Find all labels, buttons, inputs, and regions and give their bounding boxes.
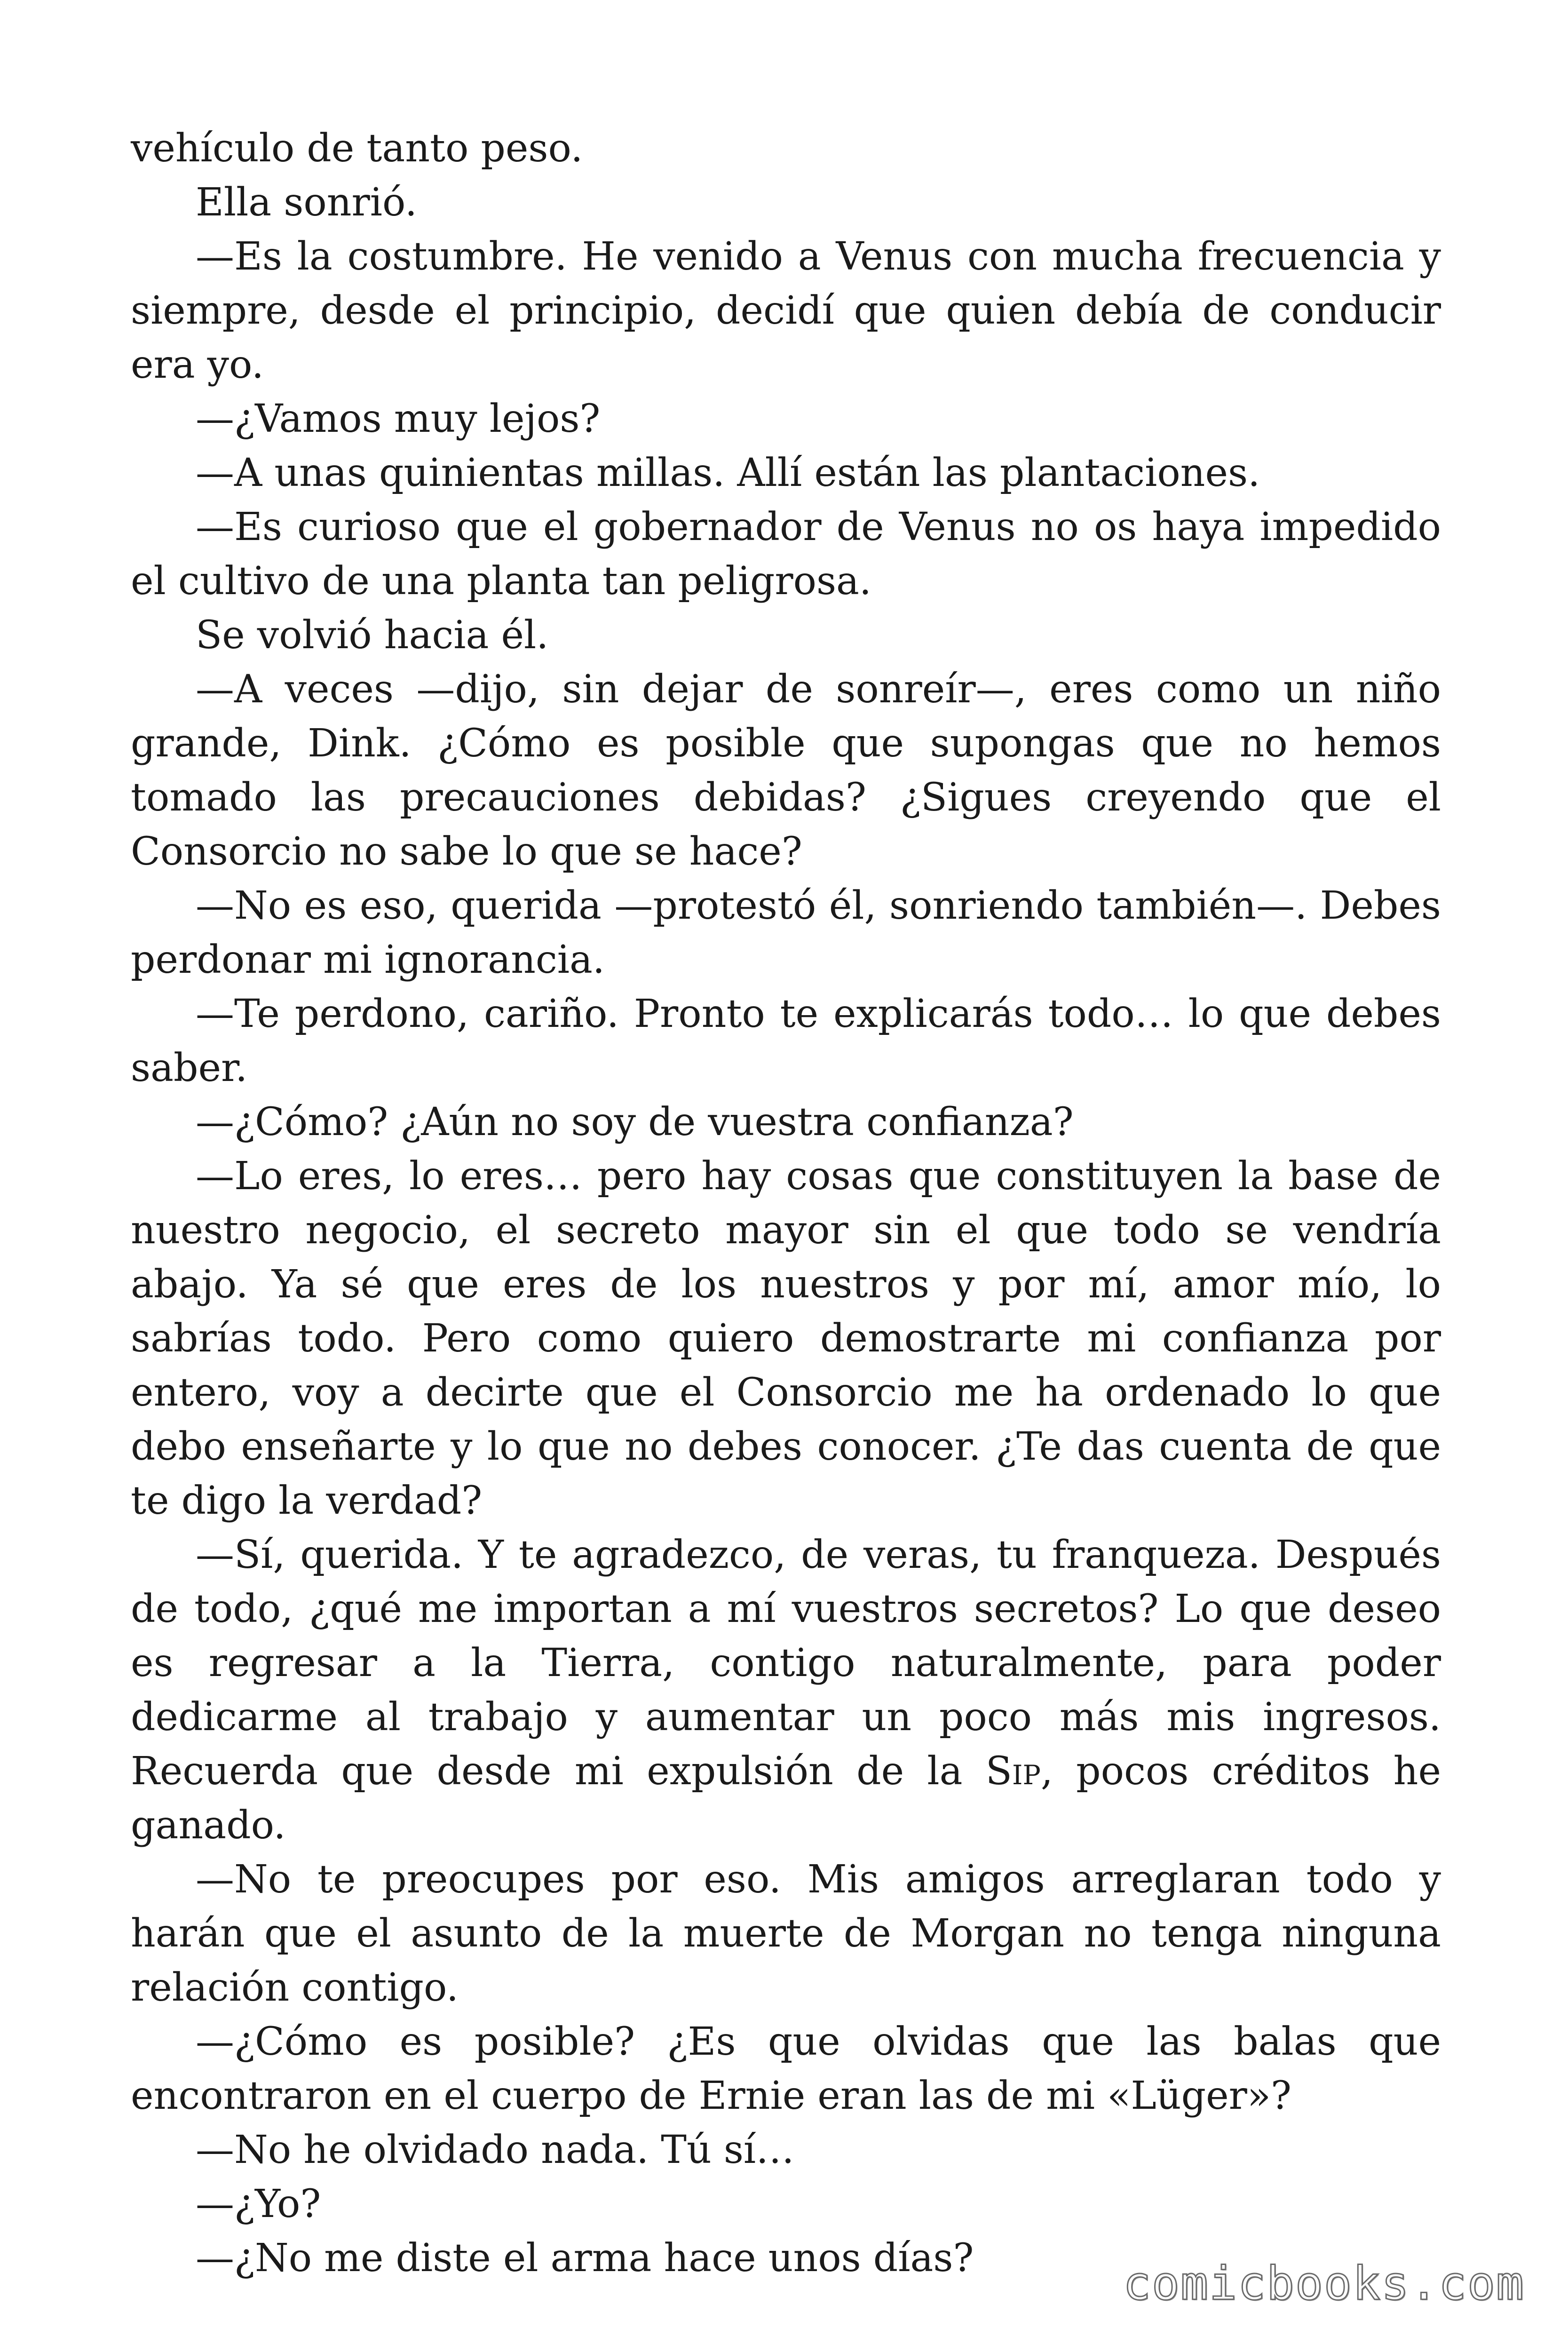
watermark: comicbooks.com (1123, 2257, 1525, 2311)
sip-small-caps: Sip (985, 1749, 1041, 1794)
text-run: —Sí, querida. Y te agradezco, de veras, tu franqueza. Después de todo, ¿qué me importan a mí vuestros secretos? Lo que deseo es regresar a la Tierra, contigo naturalmente, para poder dedicarme al trabajo y aumentar un poco más mis ingresos. Recuerda que desde mi expulsión de la (131, 1533, 1441, 1794)
paragraph: —¿Cómo? ¿Aún no soy de vuestra confianza? (196, 1100, 1074, 1144)
paragraph: —¿Yo? (196, 2182, 321, 2226)
paragraph: —A veces —dijo, sin dejar de sonreír—, eres como un niño grande, Dink. ¿Cómo es posible que supongas que no hemos tomado las precauciones debidas? ¿Sigues creyendo que el Consorcio no sabe lo que se hace? (131, 667, 1441, 874)
paragraph: Ella sonrió. (196, 180, 417, 225)
paragraph: —Es la costumbre. He venido a Venus con mucha frecuencia y siempre, desde el principio, decidí que quien debía de conducir era yo. (131, 234, 1441, 387)
page-body (131, 121, 1441, 2285)
paragraph: —Es curioso que el gobernador de Venus no os haya impedido el cultivo de una planta tan peligrosa. (131, 505, 1441, 604)
paragraph: —¿Vamos muy lejos? (196, 397, 601, 441)
paragraph: Se volvió hacia él. (196, 613, 549, 658)
paragraph: —¿Cómo es posible? ¿Es que olvidas que las balas que encontraron en el cuerpo de Ernie eran las de mi «Lüger»? (131, 2019, 1441, 2118)
paragraph: —No es eso, querida —protestó él, sonriendo también—. Debes perdonar mi ignorancia. (131, 883, 1441, 982)
paragraph: —A unas quinientas millas. Allí están las plantaciones. (196, 451, 1260, 495)
paragraph: —Te perdono, cariño. Pronto te explicarás todo… lo que debes saber. (131, 992, 1441, 1090)
paragraph: —No te preocupes por eso. Mis amigos arreglaran todo y harán que el asunto de la muerte de Morgan no tenga ninguna relación contigo. (131, 1857, 1441, 2010)
paragraph (131, 1528, 1441, 1852)
paragraph: —Lo eres, lo eres… pero hay cosas que constituyen la base de nuestro negocio, el secreto mayor sin el que todo se vendría abajo. Ya sé que eres de los nuestros y por mí, amor mío, lo sabrías todo. Pero como quiero demostrarte mi confianza por entero, voy a decirte que el Consorcio me ha ordenado lo que debo enseñarte y lo que no debes conocer. ¿Te das cuenta de que te digo la verdad? (131, 1154, 1441, 1523)
text-run: , pocos créditos he ganado. (131, 1749, 1441, 1848)
paragraph: vehículo de tanto peso. (131, 126, 583, 171)
paragraph: —¿No me diste el arma hace unos días? (196, 2236, 974, 2280)
paragraph: —No he olvidado nada. Tú sí… (196, 2128, 795, 2172)
